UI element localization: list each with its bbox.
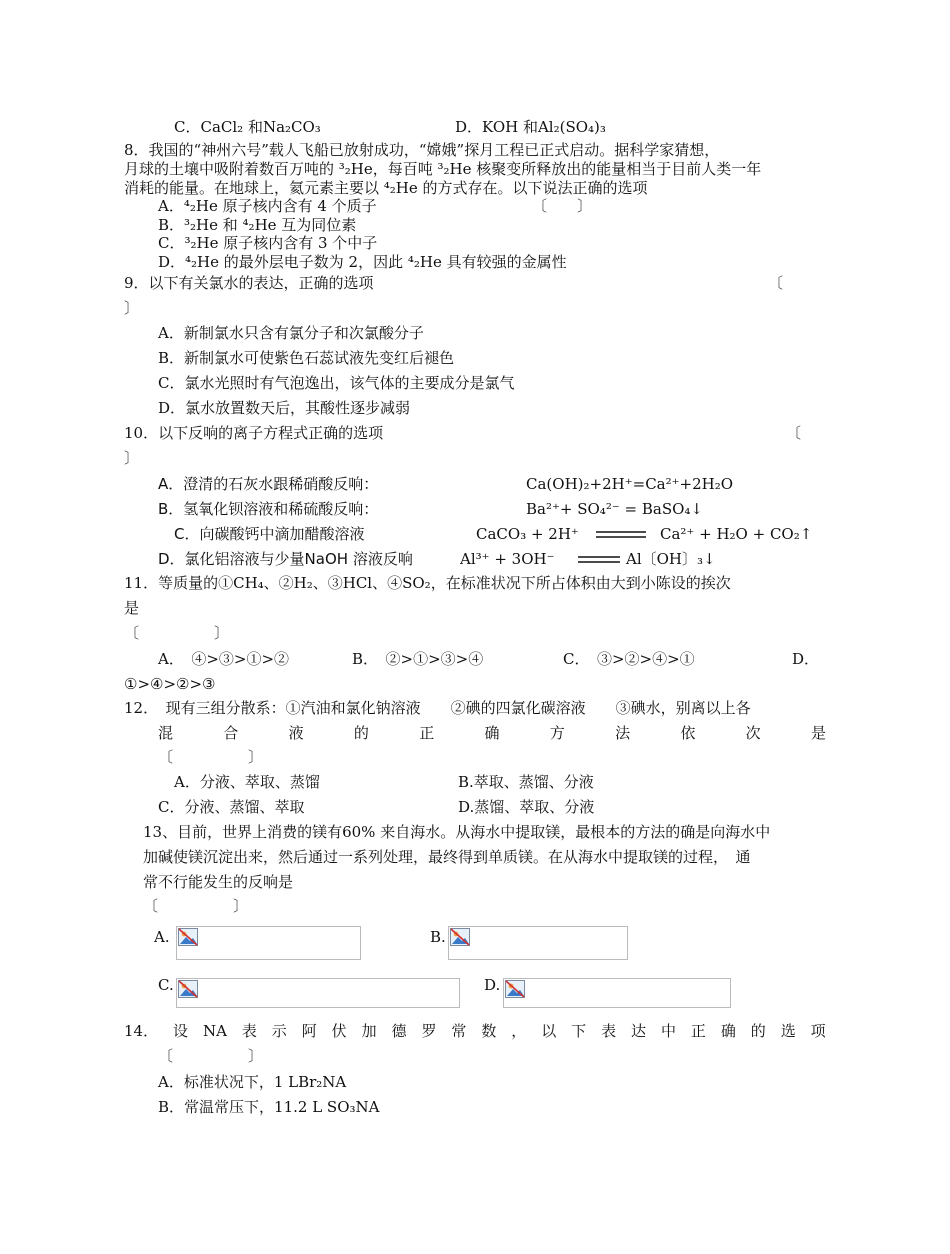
q12-answer-bracket: 〔 〕	[158, 748, 264, 766]
q11-stem: 11．等质量的①CH₄、②H₂、③HCl、④SO₂，在标准状况下所占体积由大到小陈设的挨次	[124, 574, 731, 592]
q12-char: 混	[158, 724, 174, 742]
q12-option-c: C．分液、蒸馏、萃取	[158, 798, 305, 816]
q12-option-d: D.蒸馏、萃取、分液	[458, 798, 595, 816]
q14-char: 达	[631, 1022, 647, 1040]
q10-option-a-equation: Ca(OH)₂+2H⁺=Ca²⁺+2H₂O	[526, 475, 734, 493]
broken-image-icon	[178, 980, 198, 998]
q14-char: 数	[481, 1022, 497, 1040]
q13-option-b-label: B.	[430, 928, 446, 946]
q10-option-c-equation-left: CaCO₃ + 2H⁺	[476, 525, 579, 543]
q8-answer-bracket: 〔 〕	[532, 197, 593, 215]
q13-answer-bracket: 〔 〕	[143, 897, 249, 915]
q11-answer-bracket: 〔 〕	[124, 624, 230, 642]
q13-option-d-image	[503, 978, 731, 1008]
q14-answer-bracket: 〔 〕	[158, 1047, 264, 1065]
q13-option-a-image	[176, 926, 361, 960]
q8-stem-line2: 月球的土壤中吸附着数百万吨的 ³₂He，每百吨 ³₂He 核聚变所释放出的能量相当于目前人类一年	[124, 160, 762, 178]
q12-option-a: A．分液、萃取、蒸馏	[174, 773, 320, 791]
q10-bracket-close: 〕	[124, 449, 140, 467]
equilibrium-sign	[596, 530, 646, 540]
q11-option-a: A． ④>③>①>②	[158, 650, 290, 668]
q11-option-c: C． ③>②>④>①	[563, 650, 695, 668]
q14-option-b: B．常温常压下，11.2 L SO₃NA	[158, 1098, 380, 1116]
q13-option-d-label: D.	[484, 976, 501, 994]
q11-option-b: B． ②>①>③>④	[352, 650, 484, 668]
q14-char: 设	[173, 1022, 189, 1040]
q9-bracket-close: 〕	[124, 299, 140, 317]
q12-char: 正	[419, 724, 435, 742]
q10-option-a-label: A．澄清的石灰水跟稀硝酸反响：	[158, 475, 379, 493]
q14-char: 德	[391, 1022, 407, 1040]
q14-char: 确	[720, 1022, 736, 1040]
q8-stem-line3: 消耗的能量。在地球上，氦元素主要以 ⁴₂He 的方式存在。以下说法正确的选项	[124, 179, 648, 197]
q10-stem: 10．以下反响的离子方程式正确的选项	[124, 424, 384, 442]
q13-stem-line1: 13、目前，世界上消费的镁有60% 来自海水。从海水中提取镁，最根本的方法的确是向海水中	[143, 823, 771, 841]
q14-char: 选	[780, 1022, 796, 1040]
q12-char: 法	[615, 724, 631, 742]
q10-option-c-equation-right: Ca²⁺ + H₂O + CO₂↑	[660, 525, 813, 543]
q9-stem: 9．以下有关氯水的表达，正确的选项	[124, 274, 374, 292]
q12-char: 依	[680, 724, 696, 742]
q11-option-d-value: ①>④>②>③	[124, 675, 216, 693]
q12-char: 确	[484, 724, 500, 742]
q8-stem-line1: 8．我国的“神州六号”载人飞船已放射成功，“嫦娥”探月工程已正式启动。据科学家猜想，	[124, 141, 720, 159]
q10-bracket-open: 〔	[786, 424, 802, 442]
q13-stem-line3: 常不行能发生的反响是	[143, 873, 294, 891]
q12-char: 次	[745, 724, 761, 742]
q10-option-b-label: B．氢氧化钡溶液和稀硫酸反响：	[158, 500, 379, 518]
q14-char: 伏	[331, 1022, 347, 1040]
q9-option-a: A．新制氯水只含有氯分子和次氯酸分子	[158, 324, 424, 342]
q14-char: NA	[202, 1022, 227, 1040]
q14-char: 加	[361, 1022, 377, 1040]
q14-char: 以	[541, 1022, 557, 1040]
q8-option-c: C．³₂He 原子核内含有 3 个中子	[158, 234, 378, 252]
broken-image-icon	[178, 928, 198, 946]
q13-option-a-label: A.	[154, 928, 170, 946]
q7-option-d: D．KOH 和Al₂(SO₄)₃	[455, 118, 606, 136]
q9-option-d: D．氯水放置数天后，其酸性逐步减弱	[158, 399, 411, 417]
equilibrium-sign	[578, 555, 620, 565]
q14-char: 项	[810, 1022, 826, 1040]
q10-option-b-equation: Ba²⁺+ SO₄²⁻ = BaSO₄↓	[526, 500, 703, 518]
q13-stem-line2: 加碱使镁沉淀出来，然后通过一系列处理，最终得到单质镁。在从海水中提取镁的过程， 通	[143, 848, 751, 866]
q8-option-b: B．³₂He 和 ⁴₂He 互为同位素	[158, 216, 357, 234]
q10-option-d-equation-right: Al〔OH〕₃↓	[626, 550, 716, 568]
q14-char: ，	[511, 1022, 527, 1040]
q8-option-d: D．⁴₂He 的最外层电子数为 2，因此 ⁴₂He 具有较强的金属性	[158, 253, 567, 271]
q12-stem-line2	[158, 724, 826, 742]
q14-char: 罗	[421, 1022, 437, 1040]
q13-option-c-image	[176, 978, 460, 1008]
q14-char: 阿	[301, 1022, 317, 1040]
q11-stem-line2: 是	[124, 599, 140, 617]
q14-option-a: A．标准状况下，1 LBr₂NA	[158, 1073, 347, 1091]
q12-stem: 12． 现有三组分散系：①汽油和氯化钠溶液 ②碘的四氯化碳溶液 ③碘水，别离以上各	[124, 699, 751, 717]
q14-char: 的	[750, 1022, 766, 1040]
q12-char: 合	[223, 724, 239, 742]
q12-char: 液	[288, 724, 304, 742]
q12-option-b: B.萃取、蒸馏、分液	[458, 773, 594, 791]
q8-option-a: A．⁴₂He 原子核内含有 4 个质子	[158, 197, 377, 215]
q12-char: 是	[810, 724, 826, 742]
broken-image-icon	[505, 980, 525, 998]
q14-stem	[124, 1022, 826, 1040]
q14-char: 表	[241, 1022, 257, 1040]
q14-char: 示	[271, 1022, 287, 1040]
q13-option-b-image	[448, 926, 628, 960]
broken-image-icon	[450, 928, 470, 946]
q13-option-c-label: C.	[158, 976, 174, 994]
q9-bracket-open: 〔	[768, 274, 784, 292]
q14-char: 表	[601, 1022, 617, 1040]
q12-char: 的	[353, 724, 369, 742]
q11-option-d: D．	[792, 650, 820, 668]
q14-char: 14．	[124, 1022, 159, 1040]
q14-char: 中	[660, 1022, 676, 1040]
q12-char: 方	[549, 724, 565, 742]
q14-char: 下	[571, 1022, 587, 1040]
q10-option-d-equation-left: Al³⁺ + 3OH⁻	[460, 550, 555, 568]
q9-option-b: B．新制氯水可使紫色石蕊试液先变红后褪色	[158, 349, 455, 367]
q7-option-c: C．CaCl₂ 和Na₂CO₃	[174, 118, 321, 136]
q14-char: 常	[451, 1022, 467, 1040]
q14-char: 正	[690, 1022, 706, 1040]
q9-option-c: C．氯水光照时有气泡逸出，该气体的主要成分是氯气	[158, 374, 515, 392]
q10-option-c-label: C．向碳酸钙中滴加醋酸溶液	[174, 525, 365, 543]
q10-option-d-label: D．氯化铝溶液与少量NaOH 溶液反响	[158, 550, 413, 568]
